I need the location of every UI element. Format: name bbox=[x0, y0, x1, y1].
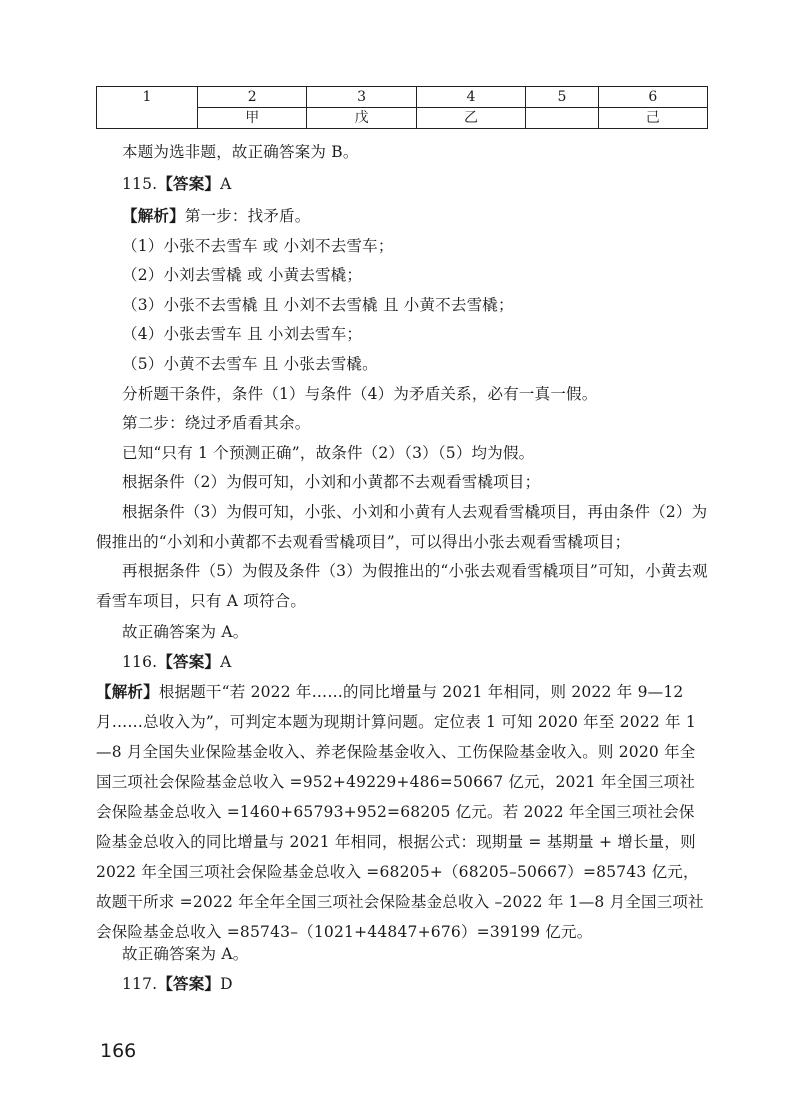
question-number: 116. bbox=[122, 653, 158, 671]
analysis-heading bbox=[122, 206, 310, 226]
paragraph: 再根据条件（5）为假及条件（3）为假推出的“小张去观看雪橇项目”可知，小黄去观看雪车项目，只有 A 项符合。 bbox=[96, 562, 708, 610]
answer-tag: 【答案】 bbox=[157, 974, 221, 993]
answer-heading-117 bbox=[122, 974, 233, 994]
text-line: 故正确答案为 A。 bbox=[122, 623, 249, 641]
answer-value: A bbox=[220, 175, 232, 193]
answer-tag: 【答案】 bbox=[157, 652, 221, 671]
table-cell: 3 bbox=[307, 87, 416, 108]
answer-tag: 【答案】 bbox=[157, 174, 221, 193]
table-cell: 2 bbox=[198, 87, 307, 108]
analysis-tag: 【解析】 bbox=[96, 682, 159, 701]
text-line: 根据条件（2）为假可知，小刘和小黄都不去观看雪橇项目； bbox=[122, 473, 541, 491]
table-cell: 4 bbox=[416, 87, 525, 108]
paragraph bbox=[96, 677, 708, 947]
text-line: 故正确答案为 A。 bbox=[122, 945, 249, 963]
question-number: 117. bbox=[122, 975, 158, 993]
question-number: 115. bbox=[122, 175, 158, 193]
condition-1: （1）小张不去雪车 或 小刘不去雪车； bbox=[122, 237, 394, 255]
table-cell: 乙 bbox=[416, 108, 525, 129]
condition-2: （2）小刘去雪橇 或 小黄去雪橇； bbox=[122, 266, 363, 284]
table-cell: 6 bbox=[598, 87, 707, 108]
text-line: 本题为选非题，故正确答案为 B。 bbox=[122, 143, 359, 161]
answer-heading-115 bbox=[122, 174, 232, 194]
analysis-text: 根据题干“若 2022 年……的同比增量与 2021 年相同，则 2022 年 9—12 月……总收入为”，可判定本题为现期计算问题。定位表 1 可知 2020 年至 2022 年 1—8 月全国失业保险基金收入、养老保险基金收入、工伤保险基金收入。则 2020 年全国三项社会保险基金总收入 =952+49229+486=50667 亿元，2021 年全国三项社会保险基金总收入 =1460+65793+952=68205 亿元。若 2022 年全国三项社会保险基金总收入的同比增量与 2021 年相同，根据公式：现期量 = 基期量 + 增长量，则 2022 年全国三项社会保险基金总收入 =68205+（68205–50667）=85743 亿元，故题干所求 =2022 年全年全国三项社会保险基金总收入 –2022 年 1—8 月全国三项社会保险基金总收入 =85743–（1021+44847+676）=39199 亿元。 bbox=[96, 683, 704, 941]
answer-value: A bbox=[220, 653, 232, 671]
table-cell: 甲 bbox=[198, 108, 307, 129]
answer-value: D bbox=[220, 975, 233, 993]
table-cell: 1 bbox=[97, 87, 198, 129]
answer-heading-116 bbox=[122, 652, 232, 672]
answer-table bbox=[96, 86, 708, 129]
table-row bbox=[97, 87, 708, 108]
table-cell: 己 bbox=[598, 108, 707, 129]
table-cell: 5 bbox=[526, 87, 598, 108]
analysis-tag: 【解析】 bbox=[122, 206, 185, 225]
analysis-text: 第一步：找矛盾。 bbox=[184, 207, 311, 225]
condition-5: （5）小黄不去雪车 且 小张去雪橇。 bbox=[122, 355, 378, 373]
page-number: 166 bbox=[100, 1040, 137, 1062]
table-cell: 戊 bbox=[307, 108, 416, 129]
condition-3: （3）小张不去雪橇 且 小刘不去雪橇 且 小黄不去雪橇； bbox=[122, 296, 514, 314]
condition-4: （4）小张去雪车 且 小刘去雪车； bbox=[122, 325, 363, 343]
text-line: 已知“只有 1 个预测正确”，故条件（2）（3）（5）均为假。 bbox=[122, 444, 535, 462]
text-line: 分析题干条件，条件（1）与条件（4）为矛盾关系，必有一真一假。 bbox=[122, 385, 598, 403]
text-line: 第二步：绕过矛盾看其余。 bbox=[122, 414, 311, 432]
paragraph: 根据条件（3）为假可知，小张、小刘和小黄有人去观看雪橇项目，再由条件（2）为假推出的“小刘和小黄都不去观看雪橇项目”，可以得出小张去观看雪橇项目； bbox=[96, 503, 708, 551]
table-cell bbox=[526, 108, 598, 129]
